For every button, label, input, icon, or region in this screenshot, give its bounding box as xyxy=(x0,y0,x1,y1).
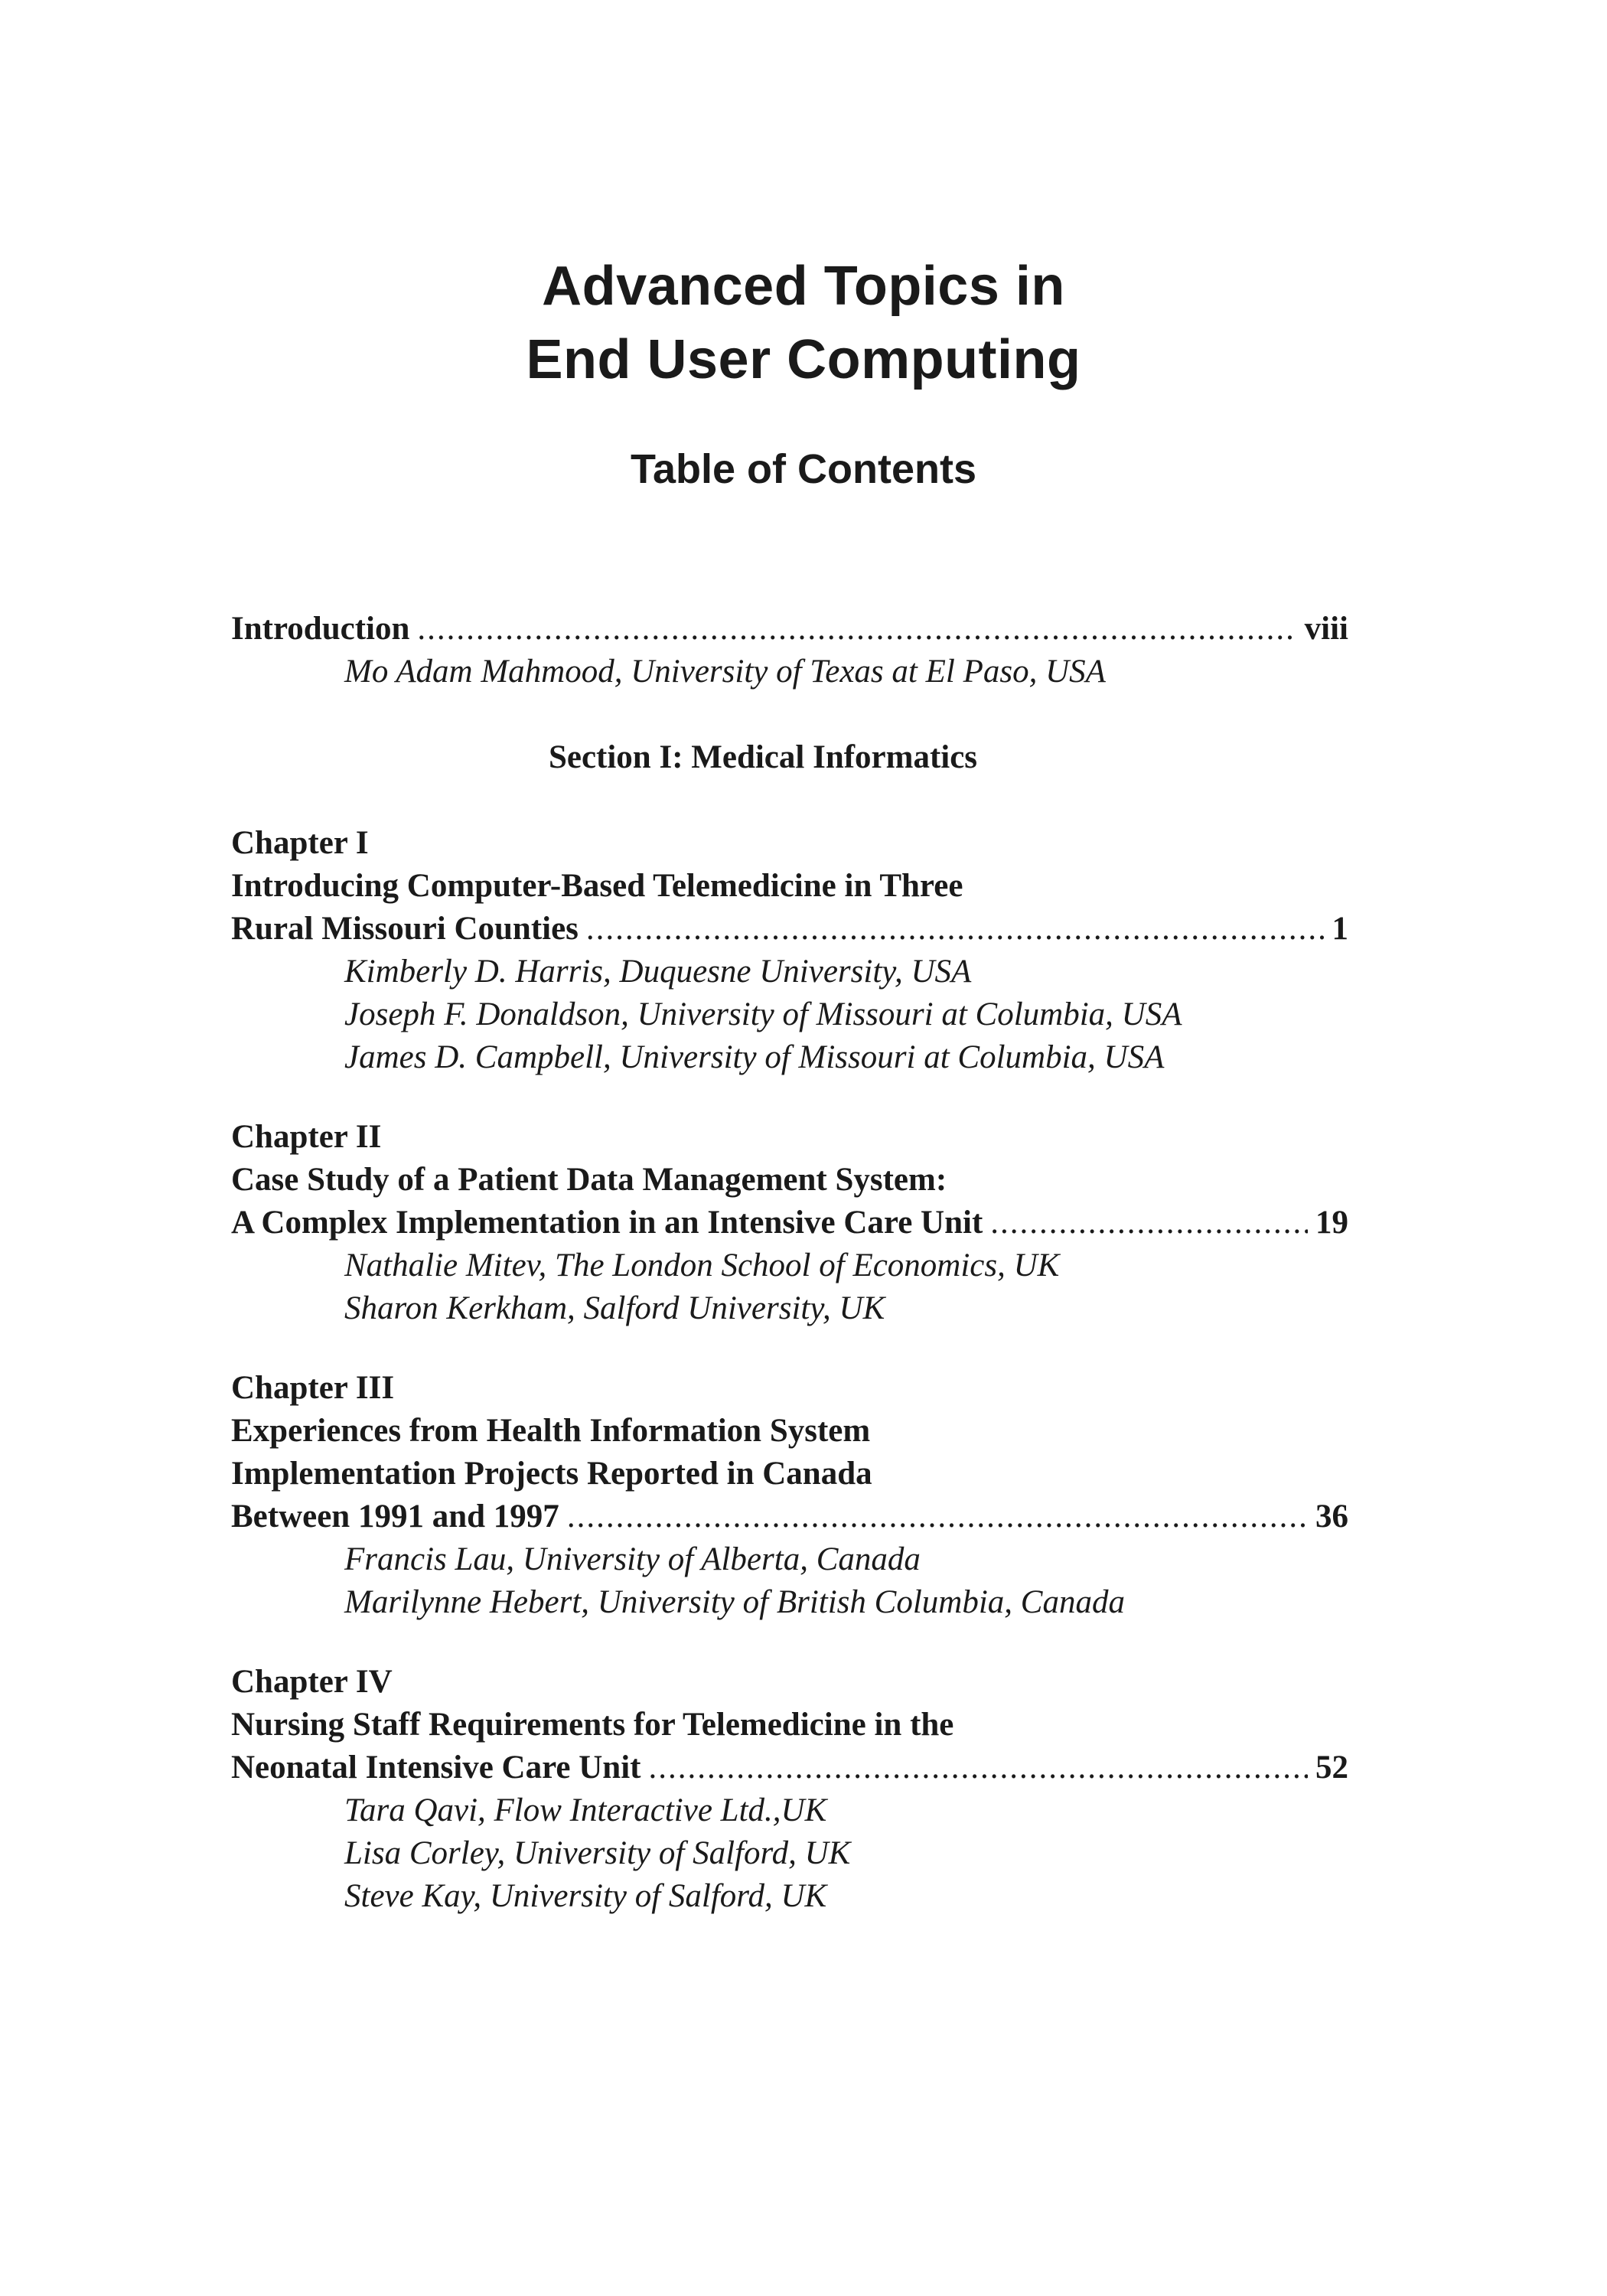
toc-author: Kimberly D. Harris, Duquesne University, USA xyxy=(344,954,972,990)
chapter-title-line: Neonatal Intensive Care Unit xyxy=(231,1750,641,1786)
chapter-label: Chapter I xyxy=(231,825,369,861)
toc-entry-chapter-3[interactable] xyxy=(231,1495,1348,1538)
book-title xyxy=(0,249,1607,396)
chapter-title-line: Experiences from Health Information System xyxy=(231,1413,871,1449)
chapter-title-line: Nursing Staff Requirements for Telemedicine in the xyxy=(231,1707,954,1743)
book-title-line-2: End User Computing xyxy=(526,329,1081,390)
toc-page-number: 19 xyxy=(1315,1205,1348,1241)
toc-author: Steve Kay, University of Salford, UK xyxy=(344,1878,827,1914)
chapter-title-line: Between 1991 and 1997 xyxy=(231,1499,559,1534)
dot-leader xyxy=(417,608,1296,651)
toc-author: Mo Adam Mahmood, University of Texas at El Paso, USA xyxy=(344,654,1106,690)
toc-author: Lisa Corley, University of Salford, UK xyxy=(344,1835,851,1871)
section-heading: Section I: Medical Informatics xyxy=(548,739,978,775)
toc-author: Francis Lau, University of Alberta, Canada xyxy=(344,1541,921,1577)
table-of-contents xyxy=(231,608,1348,1918)
toc-page-number: 36 xyxy=(1315,1499,1348,1534)
dot-leader xyxy=(567,1495,1308,1538)
toc-entry-introduction[interactable] xyxy=(231,608,1348,651)
toc-author: Tara Qavi, Flow Interactive Ltd.,UK xyxy=(344,1792,827,1828)
toc-heading: Table of Contents xyxy=(631,446,976,492)
toc-author: Nathalie Mitev, The London School of Economics, UK xyxy=(344,1247,1060,1283)
chapter-title-line: Implementation Projects Reported in Canada xyxy=(231,1456,872,1492)
toc-author: Marilynne Hebert, University of British Columbia, Canada xyxy=(344,1584,1125,1620)
toc-author: James D. Campbell, University of Missouri at Columbia, USA xyxy=(344,1039,1165,1075)
chapter-label: Chapter IV xyxy=(231,1664,393,1700)
dot-leader xyxy=(586,908,1325,951)
chapter-title-line: Case Study of a Patient Data Management System: xyxy=(231,1162,947,1198)
chapter-title-line: A Complex Implementation in an Intensive Care Unit xyxy=(231,1205,983,1241)
toc-entry-title: Introduction xyxy=(231,611,410,647)
chapter-title-line: Introducing Computer-Based Telemedicine in Three xyxy=(231,868,963,904)
toc-page-number: 1 xyxy=(1332,911,1348,947)
chapter-label: Chapter II xyxy=(231,1119,382,1155)
toc-page-number: 52 xyxy=(1315,1750,1348,1786)
dot-leader xyxy=(648,1746,1308,1789)
toc-page-number: viii xyxy=(1304,611,1348,647)
toc-author: Sharon Kerkham, Salford University, UK xyxy=(344,1290,885,1326)
toc-entry-chapter-2[interactable] xyxy=(231,1202,1348,1244)
book-title-line-1: Advanced Topics in xyxy=(542,256,1065,317)
chapter-label: Chapter III xyxy=(231,1370,395,1406)
dot-leader xyxy=(990,1202,1308,1244)
toc-entry-chapter-1[interactable] xyxy=(231,908,1348,951)
toc-author: Joseph F. Donaldson, University of Missouri at Columbia, USA xyxy=(344,996,1182,1032)
chapter-title-line: Rural Missouri Counties xyxy=(231,911,579,947)
toc-entry-chapter-4[interactable] xyxy=(231,1746,1348,1789)
